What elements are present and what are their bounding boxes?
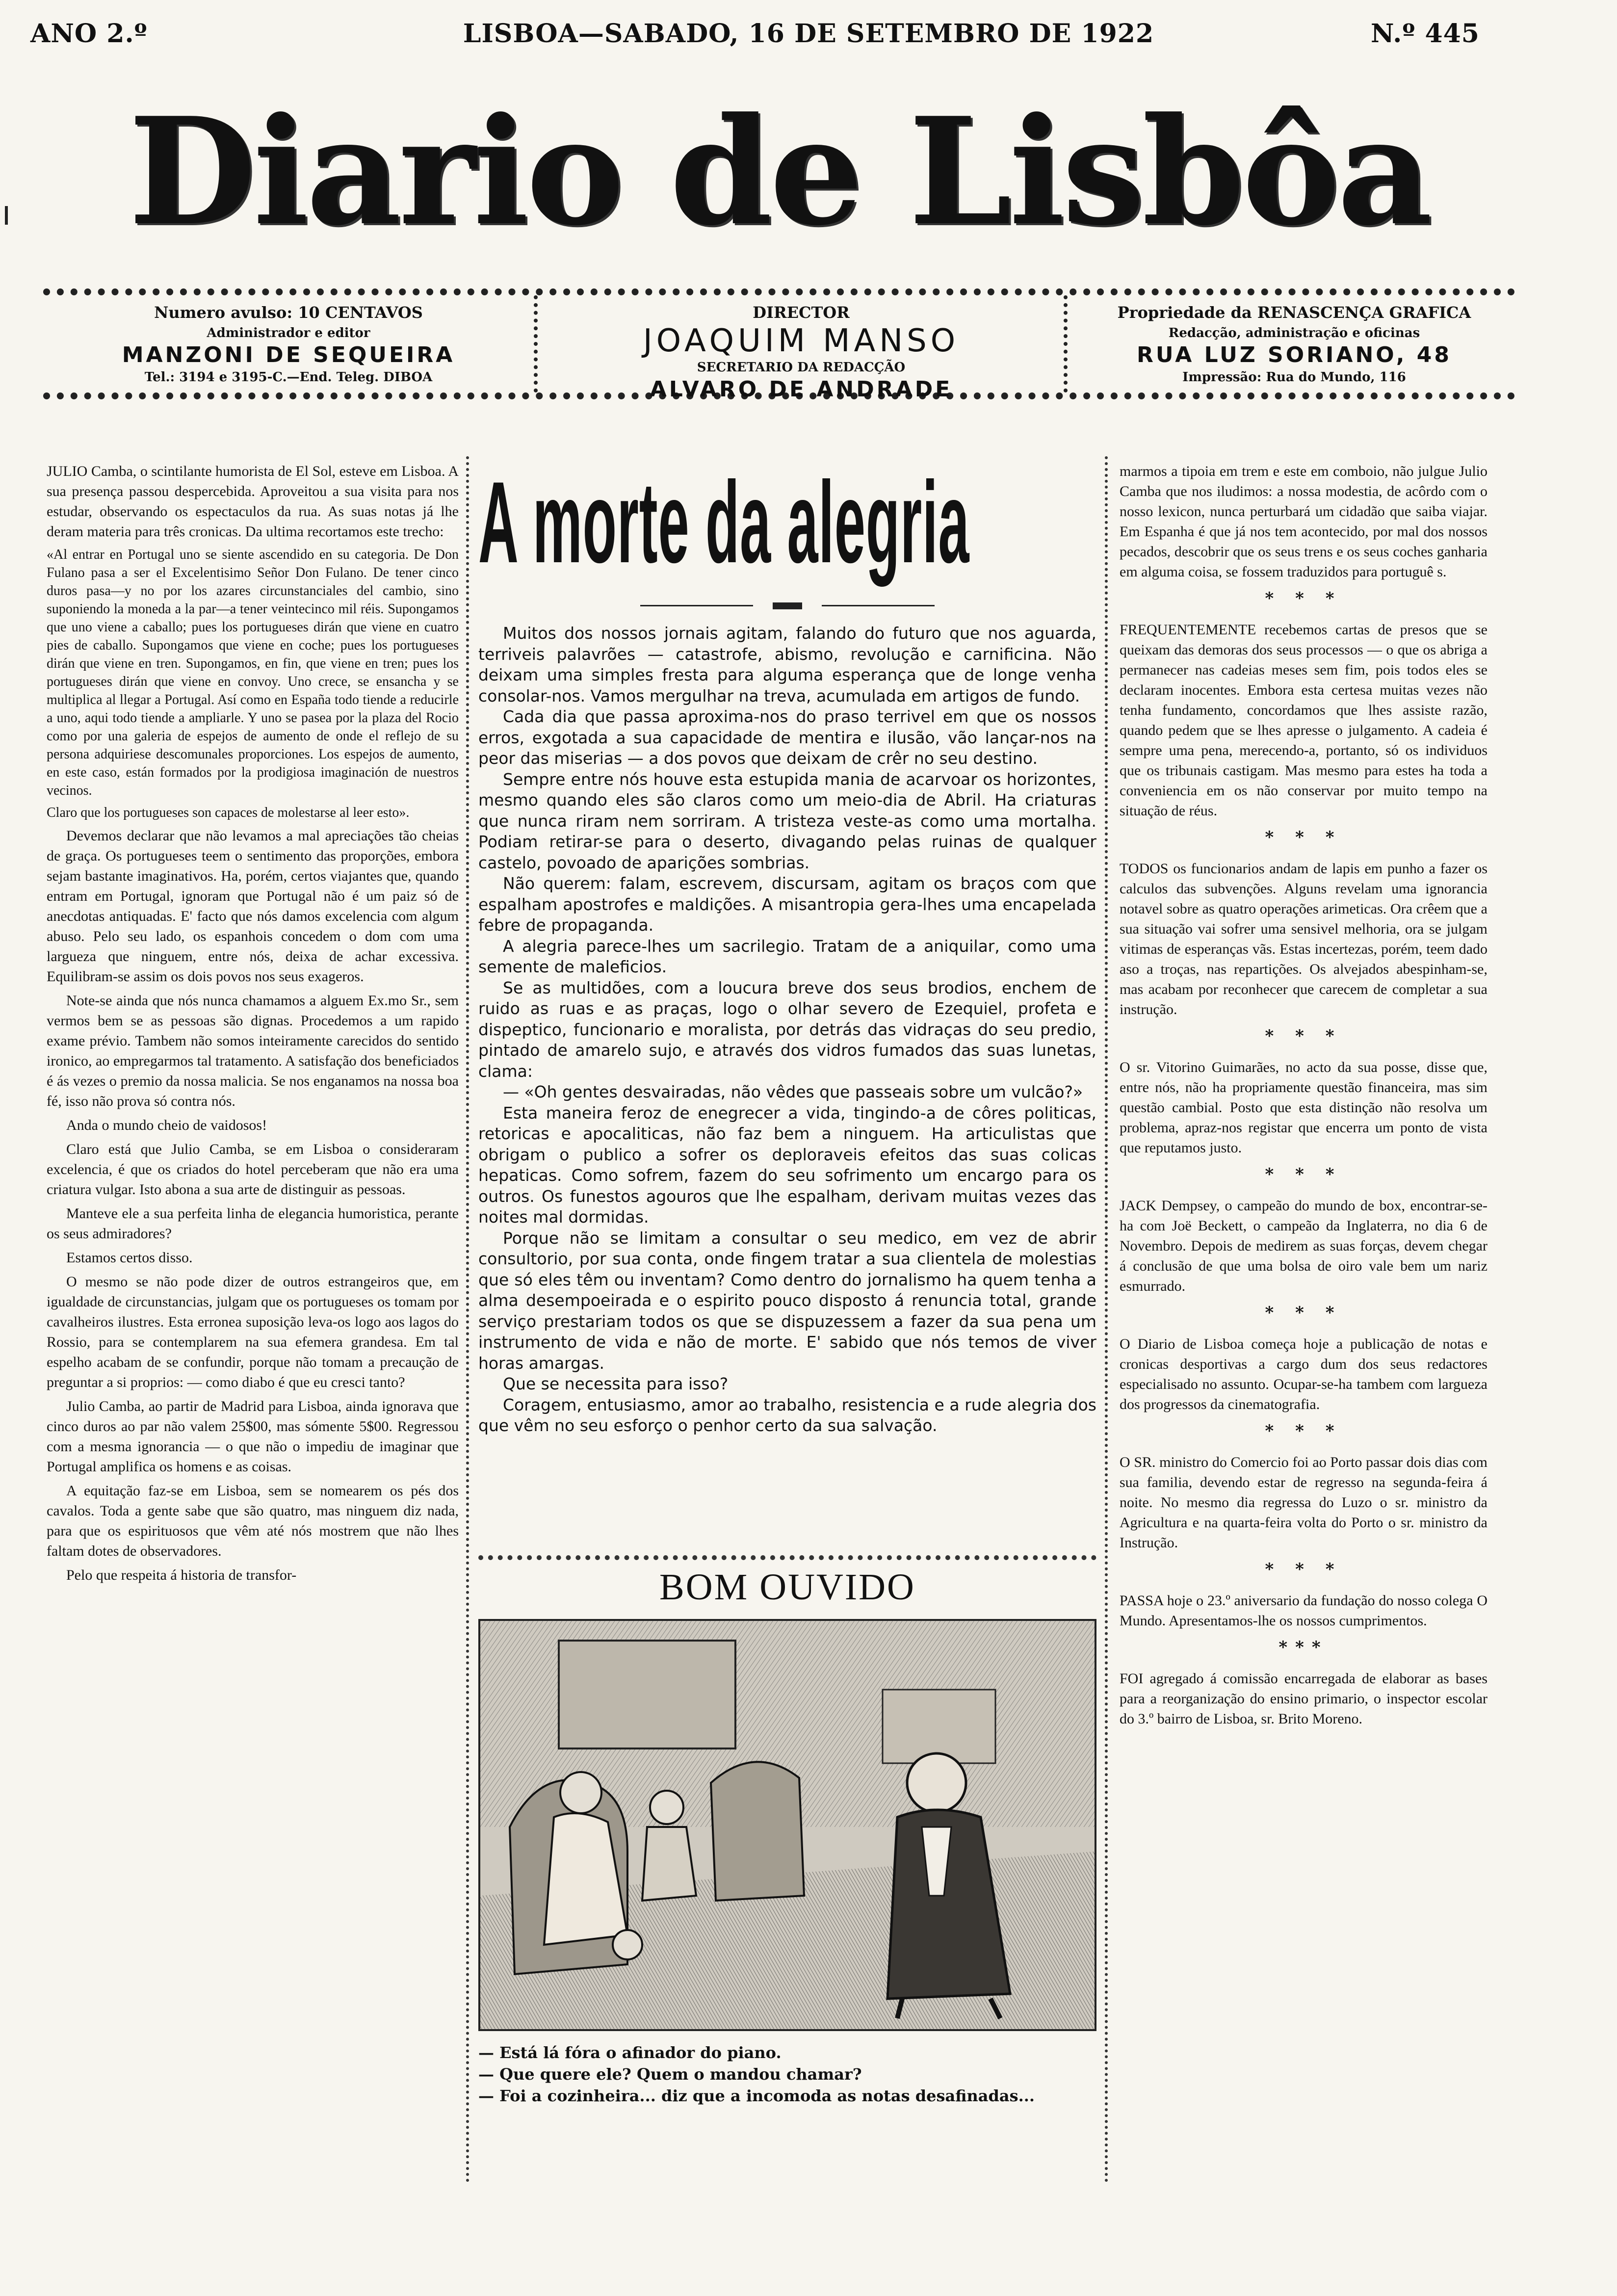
headline-ornament bbox=[640, 601, 935, 611]
column-rule bbox=[466, 456, 472, 2183]
caption-line: — Foi a cozinheira... diz que a incomoda as notas desafinadas... bbox=[478, 2087, 1035, 2105]
article-paragraph: Devemos declarar que não levamos a mal apreciações tão cheias de graça. Os portugueses teem o sentimento das proporções, embora sejam bastante imaginativos. Ha, porém, certos viajantes que, quando entram em Portugal, ignoram que Portugal não é um paiz só de anecdotas antiquadas. E' facto que nós damos excelencia com algum abuso. Pelo seu lado, os espanhois concedem o dom com uma largueza que ninguem, entre nós, deixa de achar excessiva. Equilibram-se assim os dois povos nos seus exageros. bbox=[47, 828, 459, 985]
article-paragraph: JULIO Camba, o scintilante humorista de El Sol, esteve em Lisboa. A sua presença passou despercebida. Aproveitou a sua visita para nos estudar, observando os espectaculos da rua. As suas notas já lhe deram materia para três cronicas. Da ultima recortamos este trecho: bbox=[47, 463, 459, 540]
news-note: JACK Dempsey, o campeão do mundo de box, encontrar-se-ha com Joë Beckett, o campeão da Inglaterra, no dia 6 de Novembro. Depois de medirem as suas forças, devem chegar á conclusão de que uma bolsa de oiro vale bem um nariz esmurrado. bbox=[1120, 1198, 1487, 1294]
caption-line: — Que quere ele? Quem o mandou chamar? bbox=[478, 2065, 862, 2084]
year-label: ANO 2.º bbox=[30, 19, 148, 49]
editorial-paragraph: A alegria parece-lhes um sacrilegio. Tratam de a aniquilar, como uma semente de maleficios. bbox=[478, 936, 1096, 976]
right-column bbox=[1120, 461, 1487, 2188]
column-continuation: marmos a tipoia em trem e este em comboio, não julgue Julio Camba que nos iludimos: a nossa modestia, de acôrdo com o nosso lexicon, nunca perturbará um cidadão que saiba viajar. Em Espanha é que já nos tem acontecido, por mal dos nossos pecados, descobrir que os seus trens e os seus coches ganharia em alguma coisa, se fossem traduzidos para portuguê s. bbox=[1120, 463, 1487, 580]
article-paragraph: Estamos certos disso. bbox=[66, 1250, 193, 1266]
article-paragraph: Anda o mundo cheio de vaidosos! bbox=[66, 1117, 267, 1133]
article-paragraph: Manteve ele a sua perfeita linha de elegancia humoristica, perante os seus admiradores? bbox=[47, 1205, 459, 1242]
left-column bbox=[47, 461, 459, 2198]
news-note: O sr. Vitorino Guimarães, no acto da sua posse, disse que, entre nós, não ha propriamente questão financeira, mas sim questão cambial. Posto que esta distinção não resolva um problema, apraz-nos registar que encerra um ponto de vista que reputamos justo. bbox=[1120, 1059, 1487, 1156]
administrator-label: Administrador e editor bbox=[207, 326, 370, 340]
telephone-line: Tel.: 3194 e 3195-C.—End. Teleg. DIBOA bbox=[144, 370, 433, 385]
info-separator bbox=[534, 295, 543, 392]
wall-picture bbox=[883, 1690, 995, 1763]
chair bbox=[711, 1762, 804, 1901]
address-line: RUA LUZ SORIANO, 48 bbox=[1137, 342, 1452, 367]
news-note: O Diario de Lisboa começa hoje a publicação de notas e cronicas desportivas a cargo dum dos seus redactores especialisado no assunto. Ocupar-se-ha tambem com largueza dos progressos da cinematografia. bbox=[1120, 1336, 1487, 1412]
editorial-paragraph: Porque não se limitam a consultar o seu medico, em vez de abrir consultorio, por sua conta, onde fingem tratar a sua clientela de molestias que só eles têm ou inventam? Como dentro do jornalismo ha quem tenha a alma desempoeirada e o espirito pouco disposto á renuncia total, grande serviço prestariam todos os que se dispuzessem a fazer da sua pena um instrumento de vida e não de morte. E' sabido que nós temos de viver horas amargas. bbox=[478, 1228, 1096, 1373]
ornament-line bbox=[822, 605, 935, 606]
article-paragraph: Claro está que Julio Camba, se em Lisboa o consideraram excelencia, é que os criados do hotel perceberam que não era uma criatura vulgar. Isto abona a sua arte de distinguir as pessoas. bbox=[47, 1141, 459, 1198]
info-bar bbox=[43, 288, 1515, 402]
margin-mark bbox=[5, 206, 8, 225]
man-head bbox=[907, 1753, 966, 1812]
separator-stars: * * * bbox=[1265, 1303, 1342, 1323]
quoted-paragraph: Claro que los portugueses son capaces de molestarse al leer esto». bbox=[47, 805, 410, 820]
editorial-paragraph: — «Oh gentes desvairadas, não vêdes que passeais sobre um vulcão?» bbox=[503, 1082, 1083, 1101]
printing-line: Impressão: Rua do Mundo, 116 bbox=[1182, 370, 1406, 385]
news-note: O SR. ministro do Comercio foi ao Porto passar dois dias com sua familia, devendo estar de regresso na segunda-feira á noite. No mesmo dia regressa do Luzo o sr. ministro da Agricultura e na quarta-feira volta do Porto o sr. ministro da Instrução. bbox=[1120, 1454, 1487, 1551]
center-column bbox=[478, 456, 1096, 2193]
editorial-paragraph: Muitos dos nossos jornais agitam, falando do futuro que nos aguarda, terriveis palavrões — catastrofe, abismo, revolução e carnificina. Não deixam uma simples fresta para alguma esperança que de longe venha consolar-nos. Vamos mergulhar na treva, acumulada em artigos de fundo. bbox=[478, 624, 1096, 705]
separator-stars: * * * bbox=[1265, 1026, 1342, 1046]
news-note: FREQUENTEMENTE recebemos cartas de presos que se queixam das demoras dos seus processos — o que os abriga a permanecer nas cadeias meses sem fim, pois todos eles se declaram inocentes. Embora esta certesa muitas vezes não tenha fundamento, concordamos que lhes assiste razão, quando pedem que se lhes apresse o julgamento. A cadeia é sempre uma pena, merecendo-a, portanto, só os individuos que os tribunais castigam. Mas mesmo para estes ha toda a conveniencia em os não conservar por muito tempo na situação de réus. bbox=[1120, 622, 1487, 819]
quoted-paragraph: «Al entrar en Portugal uno se siente ascendido en su categoria. De Don Fulano pasa a ser el Excelentisimo Señor Don Fulano. De tener cinco duros pasa—y no por los azares circunstanciales del cambio, sino suponiendo la moneda a la par—a tener veintecinco mil réis. Supongamos que uno viene a caballo; pues los portugueses dirán que viene en cuatro pies de caballo. Supongamos que viene en coche; pues los portugueses dirán que viene en tren. Supongamos, en fin, que viene en tren; pues los portugueses dirán que viene en convoy. Uno crece, se ensancha y se multiplica al llegar a Portugal. Así como en España todo tiende a reducirle a uno, aqui todo tiende a ampliarle. Y uno se pasea por la plaza del Rocio como por una galeria de espejos de aumento de onde el reflejo de su persona adquiriese descomunales proporciones. Los espejos de aumento, en este caso, están formados por la prodigiosa imaginación de nuestros vecinos. bbox=[47, 547, 459, 798]
news-note: TODOS os funcionarios andam de lapis em punho a fazer os calculos das subvenções. Alguns revelam uma ignorancia notavel sobre as quatro operações arimeticas. Ora crêem que a sua situação vai sofrer uma sensivel melhoria, ora se julgam vitimas de esperanças vãs. Estas incertezas, porém, teem dado aso a troças, nas repartições. Os alvejados abespinham-se, mas acabam por reconhecer que carecem de completar a sua instrução. bbox=[1120, 861, 1487, 1018]
cartoon-rule bbox=[478, 1555, 1096, 1565]
small-child-head bbox=[613, 1930, 642, 1959]
editorial-paragraph: Sempre entre nós houve esta estupida mania de acarvoar os horizontes, mesmo quando eles são claros como um meio-dia de Abril. Ha criaturas que nunca riram nem sorriram. A tristeza veste-as como uma mortalha. Podiam retirar-se para o deserto, divagando pelas ruinas de qualquer castelo, povoado de aparições sombrias. bbox=[478, 769, 1096, 872]
article-paragraph: A equitação faz-se em Lisboa, sem se nomearem os pés dos cavalos. Toda a gente sabe que são quatro, mas ninguem diz nada, para que os espirituosos que vêm até nós mostrem que não lhes faltam dotes de observadores. bbox=[47, 1483, 459, 1559]
child-body bbox=[642, 1827, 696, 1901]
info-direction bbox=[548, 301, 1054, 402]
offices-label: Redacção, administração e oficinas bbox=[1168, 326, 1420, 340]
cartoon-illustration bbox=[478, 1619, 1096, 2031]
cartoon-drawing bbox=[480, 1621, 1095, 2029]
issue-number: N.º 445 bbox=[1371, 19, 1480, 49]
director-name: JOAQUIM MANSO bbox=[643, 323, 960, 359]
info-administration bbox=[53, 301, 524, 392]
caption-line: — Está lá fóra o afinador do piano. bbox=[478, 2043, 782, 2062]
director-label: DIRECTOR bbox=[753, 303, 850, 322]
top-line bbox=[0, 19, 1617, 53]
editorial-headline: A morte da alegria bbox=[478, 458, 970, 587]
ornament-line bbox=[640, 605, 753, 606]
editorial-paragraph: Não querem: falam, escrevem, discursam, agitam os braços com que espalham apostrofes e maldições. A misantropia gera-lhes uma encapelada febre de propaganda. bbox=[478, 874, 1096, 935]
separator-stars: * * * bbox=[1265, 589, 1342, 608]
secretary-name: ALVARO DE ANDRADE bbox=[650, 377, 953, 402]
price-line: Numero avulso: 10 CENTAVOS bbox=[154, 303, 423, 322]
info-property bbox=[1078, 301, 1510, 392]
wall-frame bbox=[559, 1641, 735, 1748]
article-paragraph: Julio Camba, ao partir de Madrid para Lisboa, ainda ignorava que cinco duros ao par não valem 25$00, mas sómente 5$00. Regressou com a mesma ignorancia — o que não o impediu de imaginar que Portugal amplifica os homens e as coisas. bbox=[47, 1398, 459, 1475]
separator-stars: *** bbox=[1278, 1638, 1329, 1657]
news-note: FOI agregado á comissão encarregada de elaborar as bases para a reorganização do ensino primario, o inspector escolar do 3.º bairro de Lisboa, sr. Brito Moreno. bbox=[1120, 1670, 1487, 1727]
child-head bbox=[650, 1791, 683, 1824]
article-paragraph: Pelo que respeita á historia de transfor- bbox=[66, 1567, 297, 1583]
cartoon-title: BOM OUVIDO bbox=[659, 1566, 915, 1608]
article-paragraph: O mesmo se não pode dizer de outros estrangeiros que, em igualdade de circunstancias, julgam que os portugueses os tomam por cavalheiros ilustres. Esta erronea suposição leva-os logo aos lagos do Rossio, para se contemplarem na sua efemera grandesa. Em tal espelho acabam de se confundir, porque não tomam a precaução de preguntar a si proprios: — como diabo é que eu cresci tanto? bbox=[47, 1274, 459, 1390]
news-note: PASSA hoje o 23.º aniversario da fundação do nosso colega O Mundo. Apresentamos-lhe os nossos cumprimentos. bbox=[1120, 1592, 1487, 1629]
woman-head bbox=[560, 1772, 601, 1813]
dateline: LISBOA—SABADO, 16 DE SETEMBRO DE 1922 bbox=[463, 19, 1154, 49]
article-paragraph: Note-se ainda que nós nunca chamamos a alguem Ex.mo Sr., sem vermos bem se as pessoas são dignas. Procedemos a um rapido exame prévio. Tambem não somos inteiramente carecidos do sentido ironico, ao empregarmos tal tratamento. A satisfação dos beneficiados é ás vezes o premio da nossa malicia. Se nos enganamos na nossa boa fé, isso não prova só contra nós. bbox=[47, 992, 459, 1109]
separator-stars: * * * bbox=[1265, 1421, 1342, 1441]
separator-stars: * * * bbox=[1265, 1165, 1342, 1184]
column-rule bbox=[1105, 456, 1111, 2183]
editorial-paragraph: Esta maneira feroz de enegrecer a vida, tingindo-a de côres politicas, retoricas e apocaliticas, não faz bem a ninguem. Ha articulistas que obrigam o publico a sofrer os deploraveis efeitos das suas colicas hepaticas. Como sofrem, fazem do seu sofrimento um encargo para os outros. Os funestos agouros que lhe espalham, derivam muitas vezes das noites mal dormidas. bbox=[478, 1103, 1096, 1226]
info-separator bbox=[1064, 295, 1072, 392]
ornament-center bbox=[773, 602, 802, 609]
editorial-body bbox=[478, 623, 1096, 1597]
secretary-label: SECRETARIO DA REDACÇÃO bbox=[697, 360, 906, 375]
separator-stars: * * * bbox=[1265, 828, 1342, 847]
editorial-paragraph: Que se necessita para isso? bbox=[503, 1374, 729, 1393]
editorial-paragraph: Coragem, entusiasmo, amor ao trabalho, resistencia e a rude alegria dos que vêm no seu esforço o penhor certo da sua salvação. bbox=[478, 1395, 1096, 1435]
newspaper-title: Diario de Lisbôa bbox=[129, 85, 1430, 258]
masthead bbox=[129, 74, 1430, 270]
property-line: Propriedade da RENASCENÇA GRAFICA bbox=[1117, 303, 1471, 322]
cartoon-captions bbox=[478, 2042, 1096, 2107]
editorial-paragraph: Se as multidões, com a loucura breve dos seus brodios, enchem de ruido as ruas e as praças, logo o olhar severo de Ezequiel, profeta e dispeptico, funcionario e moralista, por detrás das vidraças do seu predio, pintado de amarelo sujo, e através dos vidros fumados das suas lunetas, clama: bbox=[478, 978, 1096, 1081]
administrator-name: MANZONI DE SEQUEIRA bbox=[122, 342, 455, 367]
editorial-paragraph: Cada dia que passa aproxima-nos do praso terrivel em que os nossos erros, exgotada a sua capacidade de mentira e ilusão, vão lançar-nos na peor das miserias — a dos povos que deixam de crêr no seu destino. bbox=[478, 707, 1096, 768]
separator-stars: * * * bbox=[1265, 1560, 1342, 1579]
